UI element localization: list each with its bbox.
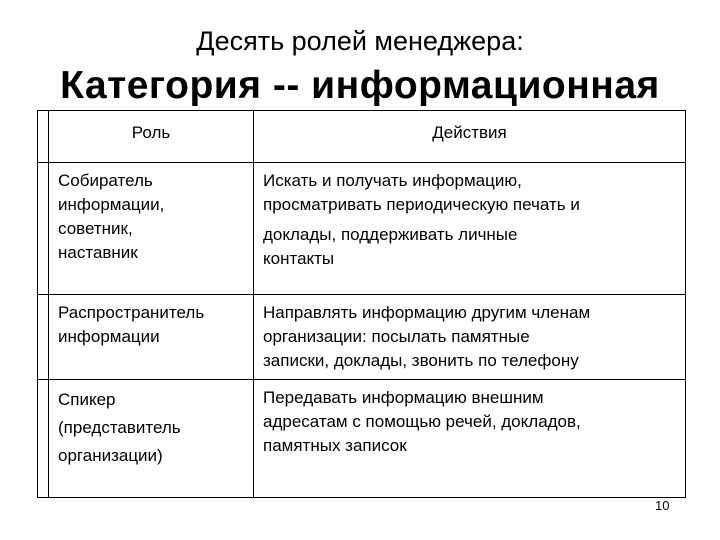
action-line: просматривать периодическую печать и: [263, 195, 580, 214]
row-marker: [38, 380, 49, 498]
page-number: 10: [655, 498, 670, 513]
table-header-row: [38, 111, 686, 163]
action-line: Искать и получать информацию,: [263, 171, 522, 190]
role-line: Спикер: [58, 390, 116, 409]
table-row: [38, 380, 686, 498]
action-line: записки, доклады, звонить по телефону: [263, 351, 579, 370]
slide-title: Категория -- информационная: [60, 64, 660, 107]
role-line: Собиратель: [58, 171, 153, 190]
roles-table: [37, 110, 686, 498]
action-line: Направлять информацию другим членам: [263, 303, 591, 322]
role-line: (представитель: [58, 418, 181, 437]
action-cell: [254, 163, 686, 295]
action-line: контакты: [263, 249, 335, 268]
role-line: наставник: [58, 243, 138, 262]
role-line: информации: [58, 327, 160, 346]
action-cell: [254, 295, 686, 380]
action-cell: [254, 380, 686, 498]
row-marker: [38, 295, 49, 380]
slide-subtitle: Десять ролей менеджера:: [196, 26, 524, 56]
header-role: Роль: [49, 111, 254, 163]
role-cell: [49, 295, 254, 380]
role-line: организации): [58, 446, 163, 465]
role-line: информации,: [58, 195, 165, 214]
row-marker: [38, 111, 49, 163]
row-marker: [38, 163, 49, 295]
action-line: Передавать информацию внешним: [263, 388, 544, 407]
role-cell: [49, 380, 254, 498]
action-line: адресатам с помощью речей, докладов,: [263, 412, 581, 431]
role-line: Распространитель: [58, 303, 205, 322]
role-cell: [49, 163, 254, 295]
action-line: организации: посылать памятные: [263, 327, 530, 346]
action-line: памятных записок: [263, 436, 407, 455]
role-line: советник,: [58, 219, 133, 238]
action-line: доклады, поддерживать личные: [263, 225, 518, 244]
header-actions: Действия: [254, 111, 686, 163]
table-row: [38, 295, 686, 380]
table-row: [38, 163, 686, 295]
